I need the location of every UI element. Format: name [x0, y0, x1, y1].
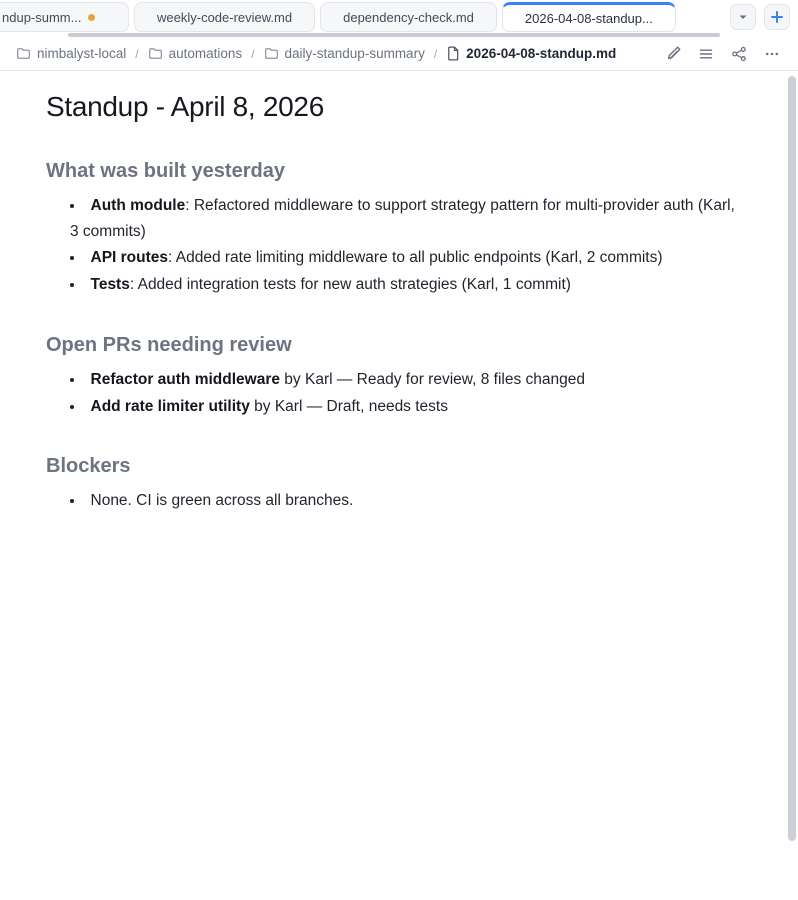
tab-strip-scrollbar[interactable]	[68, 33, 720, 37]
more-options-icon	[764, 46, 780, 62]
edit-toggle-icon	[665, 45, 682, 62]
breadcrumb-bar	[0, 37, 798, 71]
unsaved-indicator-dot	[88, 14, 95, 21]
breadcrumb-label: 2026-04-08-standup.md	[466, 46, 617, 61]
list-item: • Tests: Added integration tests for new auth strategies (Karl, 1 commit)	[70, 272, 742, 298]
editor-pane[interactable]	[0, 71, 798, 899]
tab-list-dropdown-button[interactable]	[730, 4, 756, 30]
breadcrumb-vault[interactable]	[16, 46, 126, 61]
outline-button[interactable]	[694, 42, 718, 66]
breadcrumb-current-file[interactable]	[446, 46, 616, 61]
built-yesterday-list	[46, 193, 742, 298]
share-icon	[731, 46, 747, 62]
tab-label: ndup-summ...	[2, 9, 82, 25]
edit-toggle-button[interactable]	[661, 42, 685, 66]
new-tab-button[interactable]	[764, 4, 790, 30]
tab-standup-summary[interactable]	[0, 2, 129, 32]
tab-standup-active[interactable]	[502, 2, 676, 32]
folder-icon	[148, 46, 163, 61]
tab-label: 2026-04-08-standup...	[524, 10, 653, 26]
file-icon	[446, 46, 460, 61]
note-actions	[661, 42, 784, 66]
breadcrumb-separator: /	[433, 46, 438, 61]
tab-dependency-check[interactable]	[320, 2, 497, 32]
share-button[interactable]	[727, 42, 751, 66]
open-prs-list	[46, 367, 742, 419]
section-heading-blockers: Blockers	[46, 455, 131, 478]
folder-icon	[16, 46, 31, 61]
folder-icon	[264, 46, 279, 61]
more-options-button[interactable]	[760, 42, 784, 66]
list-item: • Auth module: Refactored middleware to support strategy pattern for multi-provider auth (Karl, 3 commits)	[70, 193, 742, 244]
content-scrollbar[interactable]	[788, 76, 796, 841]
breadcrumb-label: nimbalyst-local	[37, 46, 127, 61]
document-title: Standup - April 8, 2026	[46, 91, 324, 122]
blockers-list	[46, 488, 742, 514]
list-item: • None. CI is green across all branches.	[70, 488, 742, 514]
breadcrumb-separator: /	[135, 46, 139, 61]
breadcrumb-automations[interactable]	[148, 46, 243, 61]
list-item: • Refactor auth middleware by Karl — Ready for review, 8 files changed	[70, 367, 742, 393]
breadcrumb-daily-standup-summary[interactable]	[264, 46, 425, 61]
plus-icon	[770, 10, 784, 24]
tab-bar	[0, 0, 798, 37]
tab-weekly-code-review[interactable]	[134, 2, 315, 32]
outline-icon	[698, 46, 714, 62]
section-heading-built-yesterday: What was built yesterday	[46, 160, 285, 182]
list-item: • Add rate limiter utility by Karl — Draft, needs tests	[70, 394, 742, 420]
breadcrumb-label: automations	[168, 46, 243, 61]
list-item: • API routes: Added rate limiting middleware to all public endpoints (Karl, 2 commits)	[70, 245, 742, 271]
tab-label: dependency-check.md	[343, 9, 474, 25]
tab-label: weekly-code-review.md	[157, 9, 293, 25]
section-heading-open-prs: Open PRs needing review	[46, 333, 292, 356]
chevron-down-icon	[737, 11, 749, 23]
breadcrumb-separator: /	[251, 46, 255, 61]
breadcrumb-label: daily-standup-summary	[284, 46, 425, 61]
